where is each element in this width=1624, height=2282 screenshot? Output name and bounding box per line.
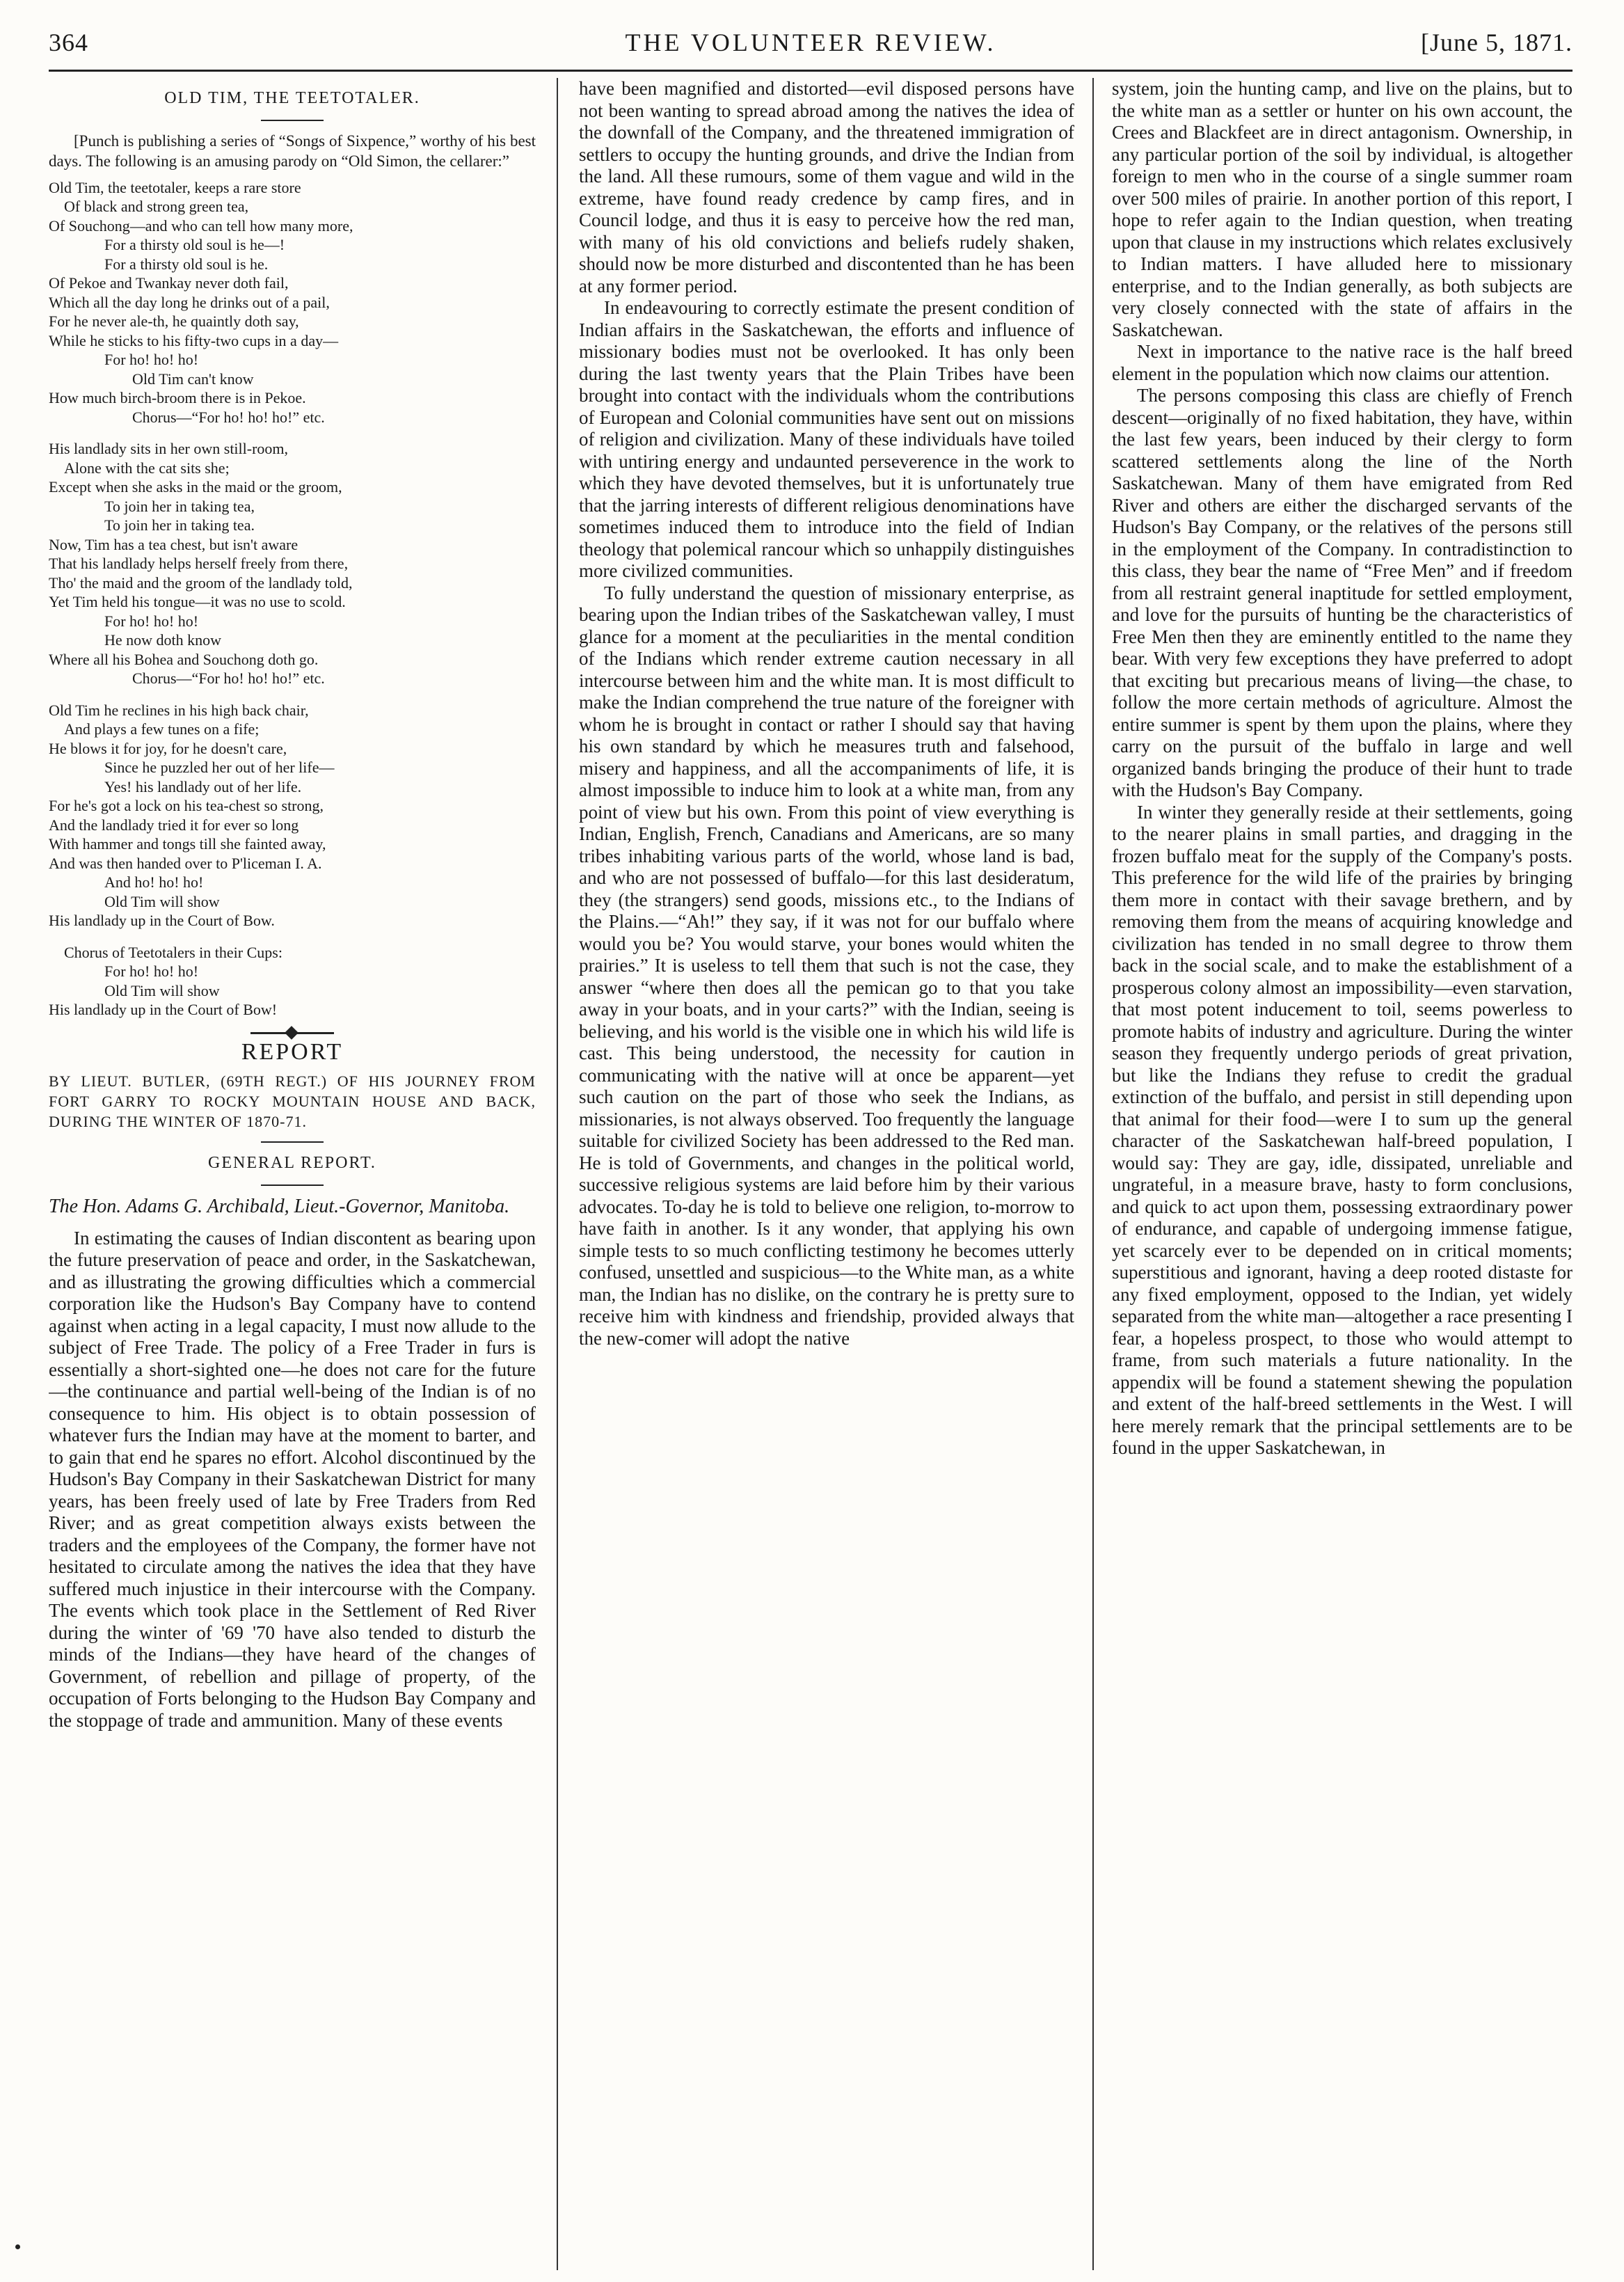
page-header bbox=[49, 28, 1573, 63]
header-rule bbox=[49, 70, 1573, 72]
verse-line: His landlady up in the Court of Bow! bbox=[49, 1001, 278, 1018]
verse-line: Chorus of Teetotalers in their Cups: bbox=[64, 943, 282, 961]
verse-line: For a thirsty old soul is he—! bbox=[104, 236, 285, 253]
verse-line: And plays a few tunes on a fife; bbox=[64, 720, 260, 738]
verse-line: With hammer and tongs till she fainted away, bbox=[49, 835, 326, 853]
masthead-title: THE VOLUNTEER REVIEW. bbox=[625, 29, 996, 56]
column-2 bbox=[579, 78, 1074, 2270]
verse-line: Of Souchong—and who can tell how many more, bbox=[49, 216, 353, 235]
verse-line: Tho' the maid and the groom of the landlady told, bbox=[49, 573, 353, 592]
column-divider bbox=[1092, 78, 1094, 2270]
verse-line: And was then handed over to P'liceman I. A. bbox=[49, 854, 322, 872]
paragraph: system, join the hunting camp, and live on the plains, but to the white man as a settler or hunter on his own account, the Crees and Blackfeet are in direct antagonism. Ownership, in any particular portion of the soil by individual, is altogether foreign to men who in the course of a single summer roam over 500 miles of prairie. In another portion of this report, I hope to refer again to the Indian question, when treating upon that clause in my instructions which relates exclusively to Indian matters. I have alluded here to missionary enterprise, and to the Indian generally, as both subjects are very closely connected with the state of affairs in the Saskatchewan. bbox=[1112, 78, 1573, 340]
verse-line: Except when she asks in the maid or the groom, bbox=[49, 478, 342, 496]
verse-line: To join her in taking tea, bbox=[104, 497, 255, 515]
verse-line: Old Tim will show bbox=[104, 892, 220, 910]
verse-line: Old Tim, the teetotaler, keeps a rare store bbox=[49, 178, 301, 196]
page-number: 364 bbox=[49, 29, 88, 56]
verse-line: For he never ale-th, he quaintly doth say, bbox=[49, 312, 299, 330]
section-divider bbox=[250, 1032, 334, 1034]
verse-line: For he's got a lock on his tea-chest so strong, bbox=[49, 797, 324, 814]
stanza bbox=[49, 439, 536, 688]
verse-line: And the landlady tried it for ever so long bbox=[49, 816, 299, 834]
verse-line: Since he puzzled her out of her life— bbox=[104, 759, 335, 776]
verse-line: Yet Tim held his tongue—it was no use to scold. bbox=[49, 593, 346, 610]
paragraph: The persons composing this class are chiefly of French descent—originally of no fixed habitation, they have, within the last few years, been induced by their clergy to form scattered settlements along the line of the North Saskatchewan. Many of them have emigrated from Red River and others are either the discharged servants of the Hudson's Bay Company, or the relatives of the persons still in the employment of the Company. In contradistinction to this class, they bear the name of “Free Men” and if freedom from all restraint general inaptitude for settled employment, and love for the pursuits of hunting be the characteristics of Free Men then they are eminently entitled to the name they bear. With very few exceptions they have preferred to adopt that exciting but precarious means of living—the chase, to follow the more certain methods of agriculture. Almost the entire summer is spent by them upon the plains, where they carry on the pursuit of the buffalo in large and well organized bands bringing the produce of their hunt to trade with the Hudson's Bay Company. bbox=[1112, 385, 1573, 800]
column-1 bbox=[49, 78, 536, 2270]
verse-line: For ho! ho! ho! bbox=[104, 962, 199, 980]
poem-verse bbox=[49, 178, 536, 1020]
verse-line: He blows it for joy, for he doesn't care, bbox=[49, 739, 287, 757]
verse-line: Chorus—“For ho! ho! ho!” etc. bbox=[132, 408, 325, 426]
report-title: REPORT bbox=[241, 1038, 344, 1065]
stanza bbox=[49, 943, 536, 1020]
verse-line: Chorus—“For ho! ho! ho!” etc. bbox=[132, 669, 325, 687]
column-3 bbox=[1112, 78, 1573, 2270]
report-subtitle: BY LIEUT. BUTLER, (69TH REGT.) OF HIS JOURNEY FROM FORT GARRY TO ROCKY MOUNTAIN HOUSE AND BACK, DURING THE WINTER OF 1870-71. bbox=[49, 1072, 536, 1130]
verse-line: Old Tim will show bbox=[104, 981, 220, 999]
verse-line: Alone with the cat sits she; bbox=[64, 459, 230, 477]
verse-line: Which all the day long he drinks out of a pail, bbox=[49, 293, 330, 311]
verse-line: He now doth know bbox=[104, 631, 222, 649]
stanza bbox=[49, 178, 536, 427]
poem-title: OLD TIM, THE TEETOTALER. bbox=[164, 89, 420, 107]
title-rule bbox=[261, 1141, 324, 1143]
verse-line: For ho! ho! ho! bbox=[104, 612, 199, 630]
stanza bbox=[49, 701, 536, 930]
report-addressee: The Hon. Adams G. Archibald, Lieut.-Governor, Manitoba. bbox=[49, 1195, 510, 1217]
verse-line: Old Tim he reclines in his high back chair, bbox=[49, 701, 309, 719]
margin-mark bbox=[15, 2244, 20, 2249]
verse-line: And ho! ho! ho! bbox=[104, 873, 204, 891]
paragraph: To fully understand the question of missionary enterprise, as bearing upon the Indian tribes of the Saskatchewan valley, I must glance for a moment at the peculiarities in the mental condition of the Indians which render extreme caution necessary in all intercourse between him and the white man. It is most difficult to make the Indian comprehend the true nature of the foreigner with whom he is brought in contact or rather I should say that having his own standard by which he measures truth and falsehood, misery and happiness, and all the accompaniments of life, it is almost impossible to induce him to look at a white man, from any point of view but his own. From this point of view everything is Indian, English, French, Canadians and Americans, are so many tribes inhabiting various parts of the world, whose land is bad, and who are not possessed of buffalo—for this last desideratum, they (the strangers) send goods, missions etc., to the Indians of the Plains.—“Ah!” they say, if it was not for our buffalo where would you be? You would starve, your bones would whiten the prairies.” It is useless to tell them that such is not the case, they answer “where then does all the pemican go to that you take away in your boats, and in your carts?” with the Indian, seeing is believing, and his world is the visible one in which his wild life is cast. This being understood, the necessity for caution in communicating with the native will at once be apparent—yet such caution on the part of those who seek the Indians, as missionaries, is not always observed. Too frequently the language suitable for civilized Society has been addressed to the Red man. He is told of Governments, and changes in the political world, successive religious systems are laid before him by their various advocates. To-day he is told to believe one religion, to-morrow to have faith in another. Is it any wonder, that applying his own simple tests to so much conflicting testimony he becomes utterly confused, unsettled and suspicious—to the White man, as a white man, the Indian has no dislike, on the contrary he is pretty sure to receive him with kindness and friendship, provided always that the new-comer will adopt the native bbox=[579, 582, 1074, 1349]
verse-line: To join her in taking tea. bbox=[104, 516, 255, 534]
issue-date: [June 5, 1871. bbox=[1421, 29, 1573, 56]
verse-line: Of black and strong green tea, bbox=[64, 198, 249, 215]
verse-line: That his landlady helps herself freely from there, bbox=[49, 555, 349, 572]
paragraph: In endeavouring to correctly estimate the present condition of Indian affairs in the Saskatchewan, the efforts and influence of missionary bodies must not be overlooked. It has only been during the last twenty years that the Plain Tribes have been brought into contact with the individuals whom the contributions of European and Colonial communities have sent out on missions of religion and civilization. Many of these individuals have toiled with untiring energy and undaunted perseverence in the work to which they have devoted themselves, but it is unfortunately true that the jarring interests of different religious denominations have sometimes induced them to introduce into the field of Indian theology that polemical rancour which so unhappily distinguishes more civilized communities. bbox=[579, 297, 1074, 581]
verse-line: Yes! his landlady out of her life. bbox=[104, 777, 302, 795]
title-rule bbox=[261, 120, 324, 121]
verse-line: For ho! ho! ho! bbox=[104, 351, 199, 368]
title-rule bbox=[261, 1184, 324, 1186]
column-divider bbox=[557, 78, 558, 2270]
paragraph: have been magnified and distorted—evil disposed persons have not been wanting to spread abroad among the natives the idea of the downfall of the Company, and the threatened immigration of settlers to occupy the hunting grounds, and drive the Indian from the land. All these rumours, some of them vague and wild in the extreme, have found ready credence by camp fires, and in Council lodge, and thus it is easy to perceive how the red man, with many of his old convictions and beliefs rudely shaken, should now be more disturbed and discontented than he has been at any former period. bbox=[579, 78, 1074, 296]
verse-line: His landlady sits in her own still-room, bbox=[49, 440, 289, 457]
verse-line: Now, Tim has a tea chest, but isn't aware bbox=[49, 535, 298, 553]
verse-line: Where all his Bohea and Souchong doth go. bbox=[49, 650, 319, 668]
verse-line: While he sticks to his fifty-two cups in a day— bbox=[49, 331, 339, 349]
verse-line: How much birch-broom there is in Pekoe. bbox=[49, 389, 306, 406]
verse-line: His landlady up in the Court of Bow. bbox=[49, 912, 275, 929]
paragraph: Next in importance to the native race is the half breed element in the population which now claims our attention. bbox=[1112, 341, 1573, 384]
poem-intro: [Punch is publishing a series of “Songs of Sixpence,” worthy of his best days. The following is an amusing parody on “Old Simon, the cellarer:” bbox=[49, 132, 536, 170]
verse-line: For a thirsty old soul is he. bbox=[104, 255, 269, 273]
verse-line: Of Pekoe and Twankay never doth fail, bbox=[49, 274, 289, 292]
paragraph: In winter they generally reside at their settlements, going to the nearer plains in small parties, and dragging in the frozen buffalo meat for the supply of the Company's posts. This preference for the wild life of the prairies by bringing them more in contact with their savage brethern, and by removing them from the means of acquiring knowledge and civilization has tended in no small degree to throw them back in the social scale, and to make the establishment of a prosperous colony almost an impossibility—even starvation, that most potent inducement to toil, seems powerless to promote habits of industry and agriculture. During the winter season they frequently undergo periods of great privation, but like the Indians they refuse to credit the gradual extinction of the buffalo, and persist in still depending upon that animal for their food—were I to sum up the general character of the Saskatchewan half-breed population, I would say: They are gay, idle, dissipated, unreliable and ungrateful, in a measure brave, hasty to form conclusions, and quick to act upon them, possessing extraordinary power of endurance, and capable of undergoing immense fatigue, yet scarcely ever to be depended on in critical moments; superstitious and ignorant, having a deep rooted distaste for any fixed employment, opposed to the Indian, yet widely separated from the white man—altogether a race presenting I fear, a hopeless prospect, to those who would attempt to frame, from such materials a future nationality. In the appendix will be found a statement shewing the population and extent of the half-breed settlements in the West. I will here merely remark that the principal settlements are to be found in the upper Saskatchewan, in bbox=[1112, 801, 1573, 1458]
report-section-title: GENERAL REPORT. bbox=[208, 1154, 376, 1172]
verse-line: Old Tim can't know bbox=[132, 370, 254, 388]
paragraph: In estimating the causes of Indian discontent as bearing upon the future preservation of peace and order, in the Saskatchewan, and as illustrating the growing difficulties which a commercial corporation like the Hudson's Bay Company have to contend against when acting in a legal capacity, I must now allude to the subject of Free Trade. The policy of a Free Trader in furs is essentially a short-sighted one—he does not care for the future—the continuance and partial well-being of the Indian is of no consequence to him. His object is to obtain possession of whatever furs the Indian may have at the moment to barter, and to gain that end he spares no effort. Alcohol discontinued by the Hudson's Bay Company in their Saskatchewan District for many years, has been freely used of late by Free Traders from Red River; and as great competition always exists between the traders and the employees of the Company, the former have not hesitated to circulate among the natives the idea that they have suffered much injustice in their intercourse with the Company. The events which took place in the Settlement of Red River during the winter of '69 '70 have also tended to disturb the minds of the Indians—they have heard of the changes of Government, of rebellion and pillage of property, of the occupation of Forts belonging to the Hudson Bay Company and the stoppage of trade and ammunition. Many of these events bbox=[49, 1227, 536, 1731]
